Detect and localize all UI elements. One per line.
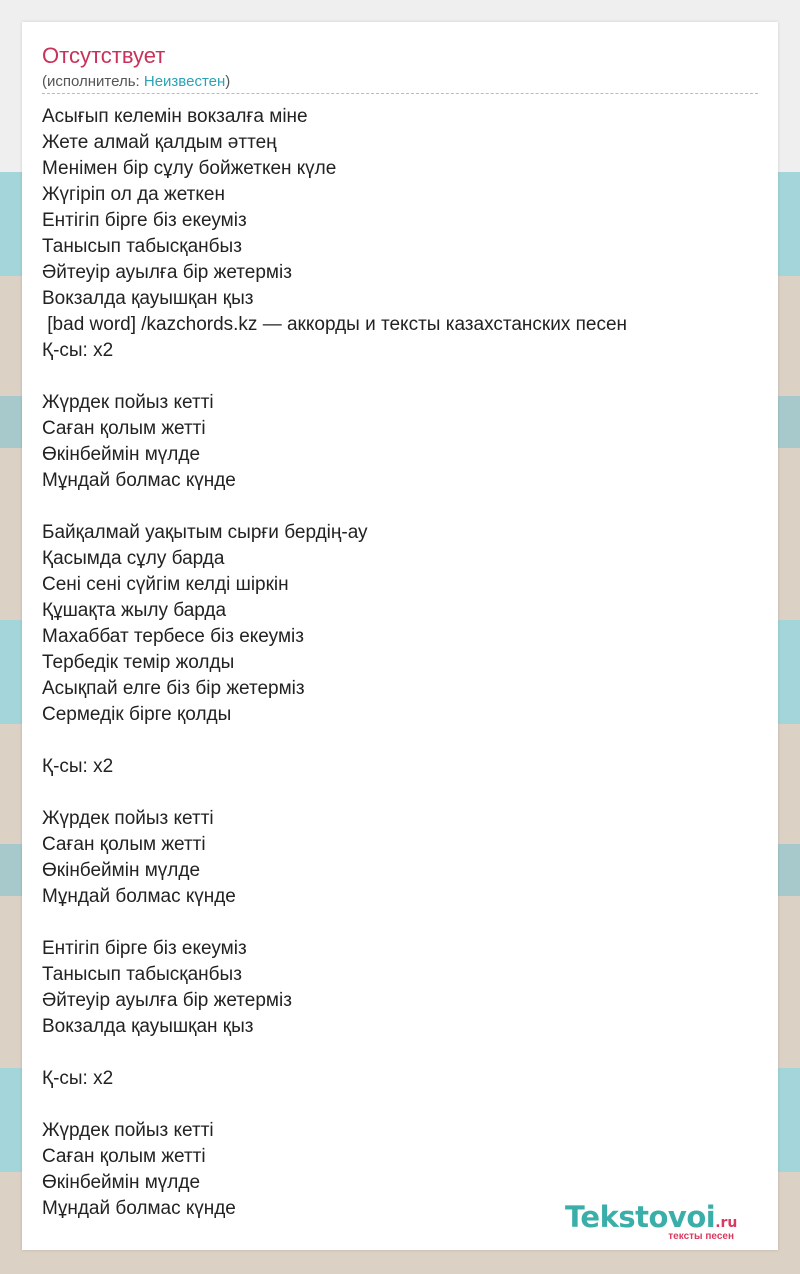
- lyric-line: Асығып келемін вокзалға міне: [42, 106, 308, 127]
- lyric-line: Ентігіп бірге біз екеуміз: [42, 210, 247, 231]
- lyric-line: Менімен бір сұлу бойжеткен күле: [42, 158, 337, 179]
- site-logo[interactable]: [565, 1200, 770, 1244]
- lyric-line: Сермедік бірге қолды: [42, 704, 232, 725]
- lyric-line: Құшақта жылу барда: [42, 600, 227, 621]
- lyric-line: Вокзалда қауышқан қыз: [42, 288, 254, 309]
- header-divider: [42, 93, 758, 94]
- lyrics-card: [22, 22, 778, 1250]
- lyric-line: Өкінбеймін мүлде: [42, 860, 201, 881]
- lyric-line: Вокзалда қауышқан қыз: [42, 1016, 254, 1037]
- artist-suffix: ): [225, 73, 231, 90]
- lyric-line: Тербедік темір жолды: [42, 652, 235, 673]
- lyric-line: Саған қолым жетті: [42, 1146, 206, 1167]
- lyric-line: Жүгіріп ол да жеткен: [42, 184, 225, 205]
- lyric-line: Әйтеуір ауылға бір жетерміз: [42, 262, 292, 283]
- lyric-line: Өкінбеймін мүлде: [42, 1172, 201, 1193]
- lyric-line: Махаббат тербесе біз екеуміз: [42, 626, 304, 647]
- lyric-line: Асықпай елге біз бір жетерміз: [42, 678, 305, 699]
- lyric-line: [42, 780, 758, 806]
- lyric-line: Байқалмай уақытым сырғи бердің-ау: [42, 522, 368, 543]
- lyric-line: [42, 364, 758, 390]
- lyric-line: Ентігіп бірге біз екеуміз: [42, 938, 247, 959]
- lyric-line: Мұндай болмас күнде: [42, 470, 236, 491]
- lyric-line: Жүрдек пойыз кетті: [42, 808, 214, 829]
- lyric-line: Қ-сы: х2: [42, 1068, 114, 1089]
- lyric-line: Жете алмай қалдым әттең: [42, 132, 277, 153]
- lyric-line: Жүрдек пойыз кетті: [42, 1120, 214, 1141]
- lyrics-text: [42, 104, 758, 1222]
- lyric-line: Сені сені сүйгім келді шіркін: [42, 574, 289, 595]
- lyric-line: [42, 494, 758, 520]
- lyric-line: Мұндай болмас күнде: [42, 886, 236, 907]
- lyric-line: Қ-сы: х2: [42, 756, 114, 777]
- artist-line: [42, 73, 230, 91]
- lyric-line: Қ-сы: х2: [42, 340, 114, 361]
- lyric-line: Өкінбеймін мүлде: [42, 444, 201, 465]
- artist-prefix: (исполнитель:: [42, 73, 144, 90]
- logo-tld: .ru: [715, 1215, 738, 1231]
- lyric-line: Жүрдек пойыз кетті: [42, 392, 214, 413]
- lyric-line: [42, 728, 758, 754]
- artist-link[interactable]: Неизвестен: [143, 73, 226, 90]
- lyric-line: [bad word] /kazchords.kz — аккорды и тексты казахстанских песен: [42, 314, 628, 335]
- lyric-line: [42, 1040, 758, 1066]
- logo-subtitle: тексты песен: [668, 1231, 734, 1242]
- lyric-line: [42, 910, 758, 936]
- lyric-line: Саған қолым жетті: [42, 418, 206, 439]
- lyric-line: Саған қолым жетті: [42, 834, 206, 855]
- logo-main-text: Tekstovoi: [565, 1200, 716, 1234]
- lyric-line: Мұндай болмас күнде: [42, 1198, 236, 1219]
- lyric-line: Әйтеуір ауылға бір жетерміз: [42, 990, 292, 1011]
- song-title: Отсутствует: [42, 43, 166, 68]
- lyric-line: Қасымда сұлу барда: [42, 548, 225, 569]
- lyric-line: [42, 1092, 758, 1118]
- lyric-line: Танысып табысқанбыз: [42, 964, 242, 985]
- lyric-line: Танысып табысқанбыз: [42, 236, 242, 257]
